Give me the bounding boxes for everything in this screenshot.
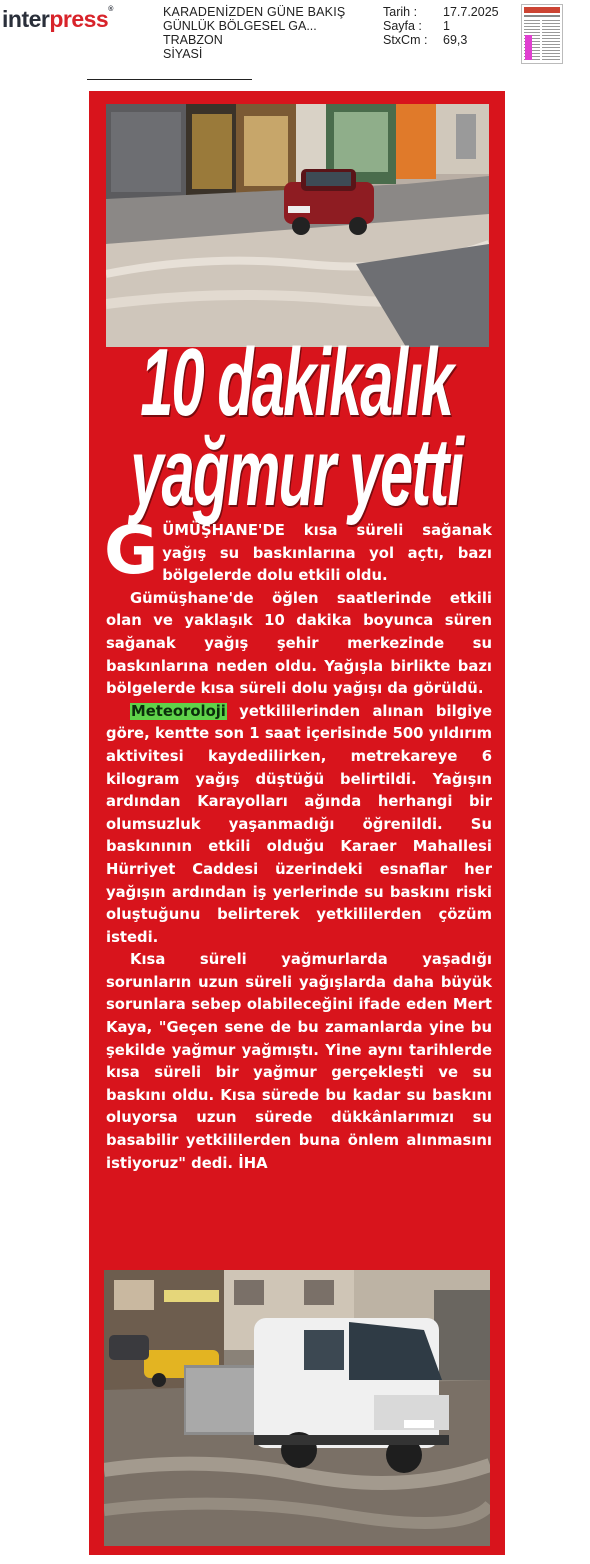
paragraph-1: Gümüşhane'de öğlen saatlerinde etkili olan ve yaklaşık 10 dakika boyunca süren sağanak yağış şehir merkezinde su baskınlarına neden oldu. Yağışla birlikte bazı bölgelerde kısa süreli dolu yağışı da görüldü. bbox=[106, 589, 492, 698]
interpress-logo bbox=[2, 6, 113, 33]
publication-info bbox=[163, 5, 363, 61]
publication-name: KARADENİZDEN GÜNE BAKIŞ bbox=[163, 5, 346, 19]
headline-line-2: yağmur yetti bbox=[130, 419, 463, 526]
meta-row-page bbox=[383, 19, 513, 33]
publication-category: GÜNLÜK BÖLGESEL GA... bbox=[163, 19, 317, 33]
lead-text: ÜMÜŞHANE'DE kısa süreli sağanak yağış su baskınlarına yol açtı, bazı bölgelerde dolu etkili oldu. bbox=[162, 522, 492, 585]
street-flood-photo bbox=[106, 104, 489, 347]
publication-city: TRABZON bbox=[163, 33, 223, 47]
page-thumbnail[interactable] bbox=[521, 4, 563, 64]
meta-row-stxcm bbox=[383, 33, 513, 47]
publication-section: SİYASİ bbox=[163, 47, 203, 61]
logo-text-main: inter bbox=[2, 6, 50, 32]
paragraph-3: Kısa süreli yağmurlarda yaşadığı sorunların uzun süreli yağışlarda daha büyük sorunlara sebep olabileceğini ifade eden Mert Kaya, "Geçen sene de bu zamanlarda yine bu şekilde yağmur yağmıştı. Yine aynı tarihlerde kısa süreli bir yağmur gerçekleşti ve su baskını oldu. Kısa sürede bu kadar su baskını oluyorsa uzun sürede dükkânlarımızı su basabilir yetkililerden buna önlem alınmasını istiyoruz" dedi. İHA bbox=[106, 951, 492, 1172]
article-body bbox=[104, 512, 492, 1175]
header-divider bbox=[87, 79, 252, 80]
logo-text-accent: press bbox=[49, 6, 109, 32]
clipping-meta bbox=[383, 5, 513, 47]
logo-registered-mark: ® bbox=[108, 6, 113, 13]
meta-label: Sayfa : bbox=[383, 19, 422, 33]
headline-line-1: 10 dakikalık bbox=[140, 329, 453, 436]
meta-label: Tarih : bbox=[383, 5, 418, 19]
drop-cap: G bbox=[104, 512, 159, 589]
meta-value: 69,3 bbox=[443, 33, 468, 47]
meta-value: 1 bbox=[443, 19, 450, 33]
truck-flood-photo bbox=[104, 1270, 490, 1546]
meta-row-date bbox=[383, 5, 513, 19]
paragraph-2 bbox=[106, 701, 492, 950]
highlighted-term: Meteoroloji bbox=[131, 702, 226, 720]
paragraph-2-text: yetkililerinden alınan bilgiye göre, kentte son 1 saat içerisinde 500 yıldırım aktivitesi kaydedilirken, metrekareye 6 kilogram yağış düştüğü belirtildi. Yağışın ardından Karayolları ağında herhangi bir olumsuzluk yaşanmadığı öğrenildi. Su baskınının etkili olduğu Karaer Mahallesi Hürriyet Caddesi üzerindeki esnaflar her yağışın ardından iş yerlerinde su baskını riski oluştuğunu belirterek yetkililerden çözüm istedi. bbox=[106, 702, 492, 946]
meta-label: StxCm : bbox=[383, 33, 428, 47]
meta-value: 17.7.2025 bbox=[443, 5, 499, 19]
lead-paragraph bbox=[104, 512, 492, 589]
